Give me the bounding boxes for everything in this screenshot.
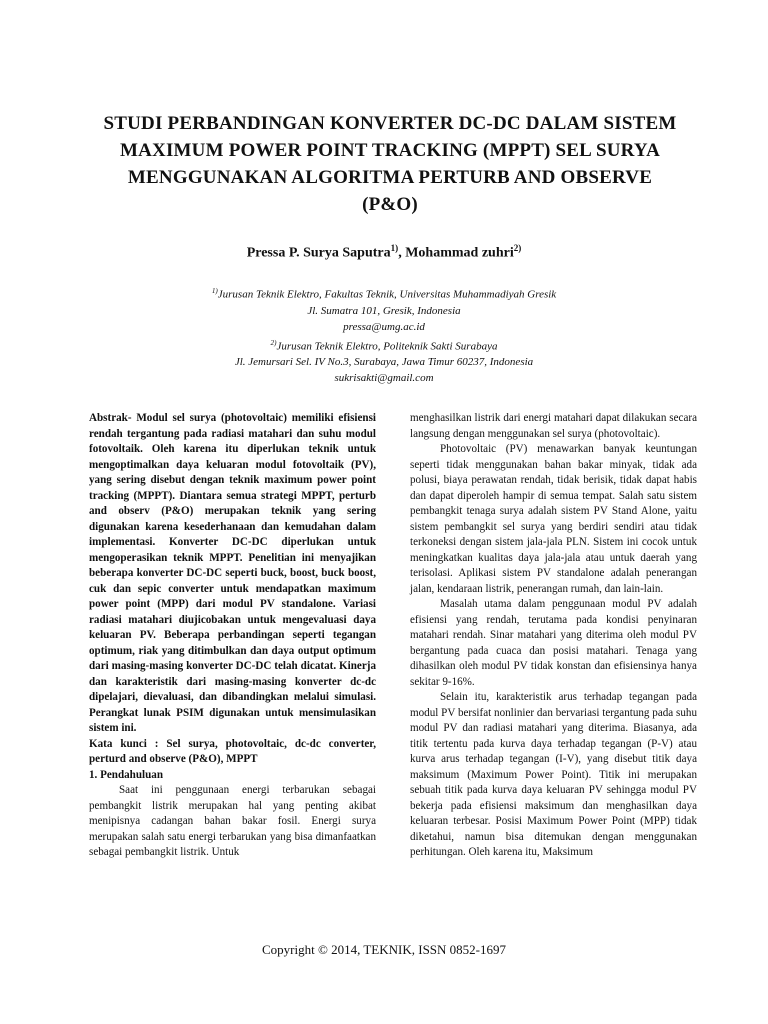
right-paragraph-continuation: menghasilkan listrik dari energi matahari dapat dilakukan secara langsung dengan menggunakan sel surya (photovoltaic). — [410, 412, 697, 440]
abstract: Abstrak- Modul sel surya (photovoltaic) memiliki efisiensi rendah tergantung pada radiasi matahari dan suhu modul fotovoltaik. Oleh karena itu diperlukan teknik untuk mengoptimalkan daya keluaran modul fotovoltaik (PV), yang sering disebut dengan teknik maximum power point tracking (MPPT). Diantara semua strategi MPPT, perturb and observ (P&O) merupakan teknik yang sering digunakan karena kesederhanaan dan kemudahan dalam implementasi. Konverter DC-DC diperlukan untuk mengoperasikan teknik MPPT. Penelitian ini menyajikan beberapa konverter DC-DC seperti buck, boost, buck boost, cuk dan sepic converter untuk mendapatkan maximum power point (MPP) dari modul PV standalone. Variasi radiasi matahari diujicobakan untuk mengevaluasi daya keluaran PV. Beberapa perbandingan seperti tegangan optimum, riak yang ditimbulkan dan daya output optimum dari masing-masing konverter DC-DC telah dicatat. Kinerja dan karakteristik dari masing-masing konverter dc-dc dipelajari, dievaluasi, dan dibandingkan melalui simulasi. Perangkat lunak PSIM digunakan untuk mensimulasikan sistem ini. — [89, 412, 376, 734]
author-2-marker: 2) — [513, 243, 522, 253]
section-1-paragraph-1: Saat ini penggunaan energi terbarukan sebagai pembangkit listrik merupakan hal yang penting akibat menipisnya cadangan bahan bakar fosil. Energi surya merupakan salah satu energi terbarukan yang bisa dimanfaatkan sebagai pembangkit listrik. Untuk — [89, 784, 376, 858]
title-line-2: MAXIMUM POWER POINT TRACKING (MPPT) SEL SURYA — [119, 140, 660, 161]
affiliation-2-department: Jurusan Teknik Elektro, Politeknik Sakti Surabaya — [276, 340, 498, 353]
paper-title — [60, 110, 720, 218]
left-column — [89, 411, 376, 861]
author-list — [0, 243, 768, 262]
affiliation-2-email: sukrisakti@gmail.com — [334, 372, 434, 385]
affiliation-1-department: Jurusan Teknik Elektro, Fakultas Teknik, Universitas Muhammadiyah Gresik — [217, 288, 557, 301]
right-column — [410, 411, 697, 861]
title-line-4: (P&O) — [362, 194, 418, 215]
affiliation-1-line-1 — [0, 283, 768, 303]
affiliation-1-email: pressa@umg.ac.id — [343, 320, 425, 333]
right-paragraph-photovoltaic: Photovoltaic (PV) menawarkan banyak keuntungan seperti tidak menggunakan bahan bakar minyak, tidak ada polusi, biaya perawatan rendah, tidak berisik, tidak dapat habis dan dapat diperoleh hampir di semua tempat. Salah satu sistem pembangkit tenaga surya adalah sistem PV Stand Alone, yaitu sistem pembangkit sel surya yang berdiri sendiri atau tidak terkoneksi dengan sistem jala-jala PLN. Sistem ini cocok untuk meningkatkan kualitas daya jala-jala atau untuk daerah yang terisolasi. Aplikasi sistem PV standalone adalah penerangan jalan, kendaraan listrik, penerangan rumah, dan lain-lain. — [410, 443, 697, 595]
affiliation-1-address: Jl. Sumatra 101, Gresik, Indonesia — [307, 304, 461, 317]
affiliations — [0, 283, 768, 386]
title-line-1: STUDI PERBANDINGAN KONVERTER DC-DC DALAM SISTEM — [103, 113, 677, 134]
author-separator: , — [398, 245, 406, 261]
copyright-footer: Copyright © 2014, TEKNIK, ISSN 0852-1697 — [262, 942, 506, 957]
author-1-name: Pressa P. Surya Saputra — [246, 245, 391, 261]
right-paragraph-masalah: Masalah utama dalam penggunaan modul PV adalah efisiensi yang rendah, terutama pada kondisi penyinaran matahari rendah. Sinar matahari yang diterima oleh modul PV bergantung pada cuaca dan posisi matahari. Tenaga yang dihasilkan oleh modul PV tidak konstan dan efisiensinya hanya sekitar 9-16%. — [410, 598, 697, 688]
right-paragraph-karakteristik: Selain itu, karakteristik arus terhadap tegangan pada modul PV bersifat nonlinier dan bervariasi tergantung pada suhu modul PV dan radiasi matahari yang diterima. Biasanya, ada titik tertentu pada kurva daya terhadap tegangan (P-V) atau kurva arus terhadap tegangan (I-V), yang disebut titik daya maksimum (Maximum Power Point). Titik ini merupakan sebuah titik pada kurva daya keluaran PV sehingga modul PV bekerja pada efisiensi maksimum dan menghasilkan daya keluaran terbesar. Posisi Maximum Power Point (MPP) tidak diketahui, namun bisa ditemukan dengan menggunakan perhitungan. Oleh karena itu, Maksimum — [410, 691, 697, 858]
affiliation-1-marker: 1) — [211, 287, 218, 295]
affiliation-2-address: Jl. Jemursari Sel. IV No.3, Surabaya, Jawa Timur 60237, Indonesia — [234, 356, 534, 369]
author-1-marker: 1) — [390, 243, 399, 253]
affiliation-2-line-1 — [0, 335, 768, 355]
section-1-heading: 1. Pendahuluan — [89, 768, 163, 781]
affiliation-2-marker: 2) — [270, 338, 277, 347]
keywords: Kata kunci : Sel surya, photovoltaic, dc-dc converter, perturd and observe (P&O), MPPT — [89, 737, 376, 765]
title-line-3: MENGGUNAKAN ALGORITMA PERTURB AND OBSERVE — [127, 167, 653, 188]
author-2-name: Mohammad zuhri — [405, 245, 514, 261]
